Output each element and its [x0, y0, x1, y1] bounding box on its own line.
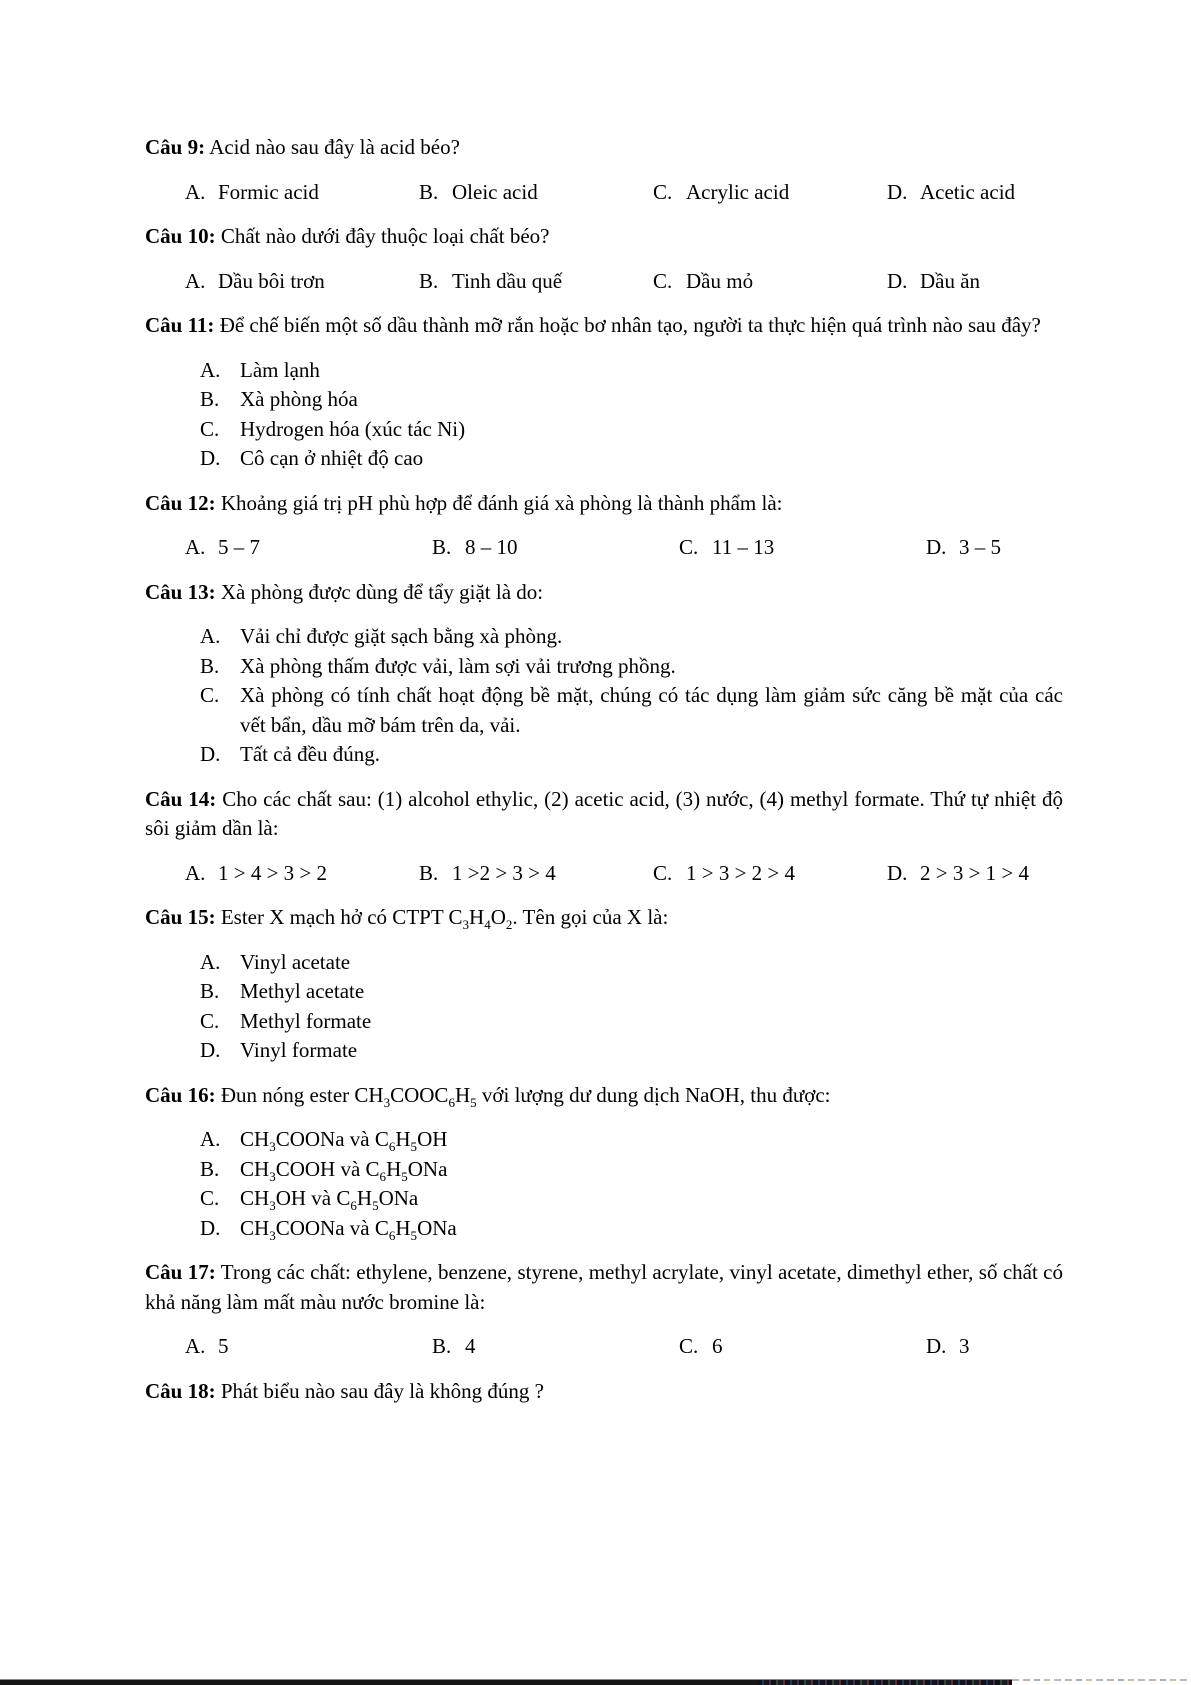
option-d	[926, 1332, 970, 1362]
option-letter: C.	[200, 1186, 220, 1210]
option-text: Làm lạnh	[240, 357, 320, 382]
option-c	[679, 533, 926, 563]
option-letter: C.	[679, 535, 699, 559]
option-letter: D.	[200, 446, 221, 470]
option-text: 11 – 13	[712, 535, 775, 559]
question-text: Phát biểu nào sau đây là không đúng ?	[220, 1378, 544, 1403]
option-letter: B.	[419, 860, 439, 885]
option-letter: D.	[200, 1038, 221, 1062]
option-text: Xà phòng thấm được vải, làm sợi vải trương phồng.	[240, 653, 676, 678]
option-text: Xà phòng có tính chất hoạt động bề mặt, chúng có tác dụng làm giảm sức căng bề mặt của các vết bẩn, dầu mỡ bám trên da, vải.	[240, 683, 1063, 737]
option-text: Tất cả đều đúng.	[240, 742, 380, 766]
option-letter: B.	[419, 179, 439, 204]
option-letter: B.	[432, 1334, 452, 1358]
question-11	[145, 311, 1063, 341]
question-13	[145, 578, 1063, 608]
question-17	[145, 1258, 1063, 1317]
option-letter: C.	[200, 683, 220, 707]
option-a	[145, 622, 1063, 652]
option-text: 1 >2 > 3 > 4	[452, 860, 556, 885]
option-letter: B.	[432, 535, 452, 559]
options-list-15	[145, 948, 1063, 1066]
option-c	[145, 681, 1063, 740]
option-letter: C.	[653, 268, 673, 293]
option-text: Cô cạn ở nhiệt độ cao	[240, 446, 424, 470]
option-d	[887, 178, 1015, 208]
options-row-9	[145, 178, 1063, 208]
option-text: $CH_3OH$ và $C_6H_5ONa$	[240, 1186, 419, 1214]
option-a	[185, 859, 419, 889]
option-b	[145, 385, 1063, 415]
question-text: Ester X mạch hở có CTPT $C_3H_4O_2$. Tên gọi của X là:	[220, 905, 669, 933]
question-label: Câu 17:	[145, 1260, 216, 1284]
option-letter: A.	[185, 860, 206, 885]
options-list-13	[145, 622, 1063, 770]
option-letter: B.	[419, 268, 439, 293]
option-text: Vinyl formate	[240, 1038, 358, 1062]
option-a	[145, 948, 1063, 978]
option-text: Methyl acetate	[240, 979, 365, 1003]
option-text: 1 > 4 > 3 > 2	[218, 860, 328, 885]
option-b	[145, 1155, 1063, 1185]
question-text: Acid nào sau đây là acid béo?	[209, 135, 460, 159]
option-c	[653, 267, 887, 297]
option-b	[419, 859, 653, 889]
question-18	[145, 1377, 1063, 1407]
option-letter: B.	[200, 979, 220, 1003]
option-letter: A.	[200, 1127, 221, 1151]
option-letter: D.	[887, 860, 908, 885]
question-text: Trong các chất: ethylene, benzene, styrene, methyl acrylate, vinyl acetate, dimethyl ether, số chất có khả năng làm mất màu nước bromine là:	[145, 1260, 1064, 1314]
option-text: Dầu ăn	[920, 268, 981, 293]
screenshot-edge-artifact	[0, 1677, 1191, 1685]
option-letter: A.	[185, 1334, 206, 1358]
question-label: Câu 18:	[145, 1378, 216, 1403]
option-letter: D.	[887, 268, 908, 293]
question-label: Câu 12:	[145, 490, 216, 515]
option-d	[887, 267, 980, 297]
option-b	[145, 977, 1063, 1007]
option-d	[145, 444, 1063, 474]
option-d	[145, 740, 1063, 770]
option-text: 6	[712, 1334, 723, 1358]
question-16	[145, 1081, 1063, 1111]
question-text: Cho các chất sau: (1) alcohol ethylic, (2) acetic acid, (3) nước, (4) methyl formate. Thứ tự nhiệt độ sôi giảm dần là:	[145, 786, 1064, 840]
option-letter: D.	[926, 535, 947, 559]
option-text: $CH_3COONa$ và $C_6H_5ONa$	[240, 1215, 457, 1243]
option-letter: D.	[200, 1215, 221, 1240]
option-text: Acetic acid	[920, 179, 1016, 204]
option-text: Formic acid	[218, 179, 319, 204]
option-letter: C.	[200, 1008, 220, 1033]
question-text: Xà phòng được dùng để tẩy giặt là do:	[220, 579, 544, 604]
option-text: Vinyl acetate	[240, 949, 351, 974]
option-letter: A.	[185, 535, 206, 559]
option-a	[145, 356, 1063, 386]
option-text: Hydrogen hóa (xúc tác Ni)	[240, 416, 466, 441]
option-c	[653, 859, 887, 889]
question-9	[145, 133, 1063, 163]
option-text: 2 > 3 > 1 > 4	[920, 860, 1030, 885]
option-c	[679, 1332, 926, 1362]
options-list-11	[145, 356, 1063, 474]
option-d	[145, 1036, 1063, 1066]
option-letter: D.	[887, 179, 908, 204]
option-text: 1 > 3 > 2 > 4	[686, 860, 796, 885]
option-a	[185, 1332, 432, 1362]
question-text: Đun nóng ester $CH_3COOC_6H_5$ với lượng dư dung dịch NaOH, thu được:	[220, 1082, 831, 1110]
option-c	[145, 1007, 1063, 1037]
question-12	[145, 489, 1063, 519]
edge-speckle-bar	[757, 1680, 1012, 1685]
edge-dark-bar	[0, 1680, 757, 1685]
question-label: Câu 11:	[145, 313, 215, 337]
option-b	[145, 652, 1063, 682]
option-a	[185, 178, 419, 208]
option-text: 5 – 7	[218, 535, 260, 559]
question-15	[145, 903, 1063, 933]
option-text: 4	[465, 1334, 476, 1358]
question-label: Câu 13:	[145, 579, 216, 604]
question-label: Câu 16:	[145, 1082, 216, 1107]
option-letter: A.	[200, 624, 221, 648]
option-letter: B.	[200, 1156, 220, 1181]
option-c	[145, 415, 1063, 445]
option-d	[926, 533, 1001, 563]
option-letter: B.	[200, 653, 220, 678]
option-text: Vải chỉ được giặt sạch bằng xà phòng.	[240, 624, 563, 648]
option-text: Dầu bôi trơn	[218, 268, 325, 293]
option-d	[887, 859, 1029, 889]
option-letter: C.	[653, 860, 673, 885]
edge-dashed-line	[1012, 1679, 1191, 1681]
question-10	[145, 222, 1063, 252]
question-label: Câu 14:	[145, 786, 217, 811]
option-letter: A.	[185, 268, 206, 293]
option-letter: C.	[200, 416, 220, 441]
option-a	[145, 1125, 1063, 1155]
option-text: 5	[218, 1334, 229, 1358]
question-text: Chất nào dưới đây thuộc loại chất béo?	[220, 224, 550, 248]
option-text: 3 – 5	[959, 535, 1001, 559]
option-text: Acrylic acid	[686, 179, 790, 204]
options-row-14	[145, 859, 1063, 889]
option-b	[419, 267, 653, 297]
option-letter: D.	[200, 742, 221, 766]
option-a	[185, 533, 432, 563]
option-text: $CH_3COONa$ và $C_6H_5OH$	[240, 1127, 448, 1155]
question-label: Câu 15:	[145, 905, 216, 929]
option-text: Xà phòng hóa	[240, 387, 358, 411]
option-letter: B.	[200, 387, 220, 411]
option-text: Dầu mỏ	[686, 268, 754, 293]
option-c	[145, 1184, 1063, 1214]
option-d	[145, 1214, 1063, 1244]
question-text: Khoảng giá trị pH phù hợp để đánh giá xà phòng là thành phẩm là:	[220, 490, 783, 515]
options-row-12	[145, 533, 1063, 563]
option-text: 8 – 10	[465, 535, 518, 559]
option-text: Methyl formate	[240, 1008, 372, 1033]
options-list-16	[145, 1125, 1063, 1243]
option-text: Tinh dầu quế	[452, 268, 563, 293]
option-letter: A.	[200, 357, 221, 382]
option-letter: A.	[185, 179, 206, 204]
option-letter: D.	[926, 1334, 947, 1358]
question-text: Để chế biến một số dầu thành mỡ rắn hoặc bơ nhân tạo, người ta thực hiện quá trình nào sau đây?	[219, 313, 1041, 337]
option-text: 3	[959, 1334, 970, 1358]
option-c	[653, 178, 887, 208]
question-label: Câu 10:	[145, 224, 216, 248]
question-14	[145, 785, 1063, 844]
option-b	[432, 1332, 679, 1362]
option-a	[185, 267, 419, 297]
options-row-10	[145, 267, 1063, 297]
option-b	[419, 178, 653, 208]
option-letter: C.	[653, 179, 673, 204]
option-text: $CH_3COOH$ và $C_6H_5ONa$	[240, 1156, 448, 1184]
option-letter: C.	[679, 1334, 699, 1358]
question-label: Câu 9:	[145, 135, 206, 159]
option-letter: A.	[200, 949, 221, 974]
exam-content	[145, 133, 1063, 1421]
options-row-17	[145, 1332, 1063, 1362]
option-text: Oleic acid	[452, 179, 538, 204]
option-b	[432, 533, 679, 563]
